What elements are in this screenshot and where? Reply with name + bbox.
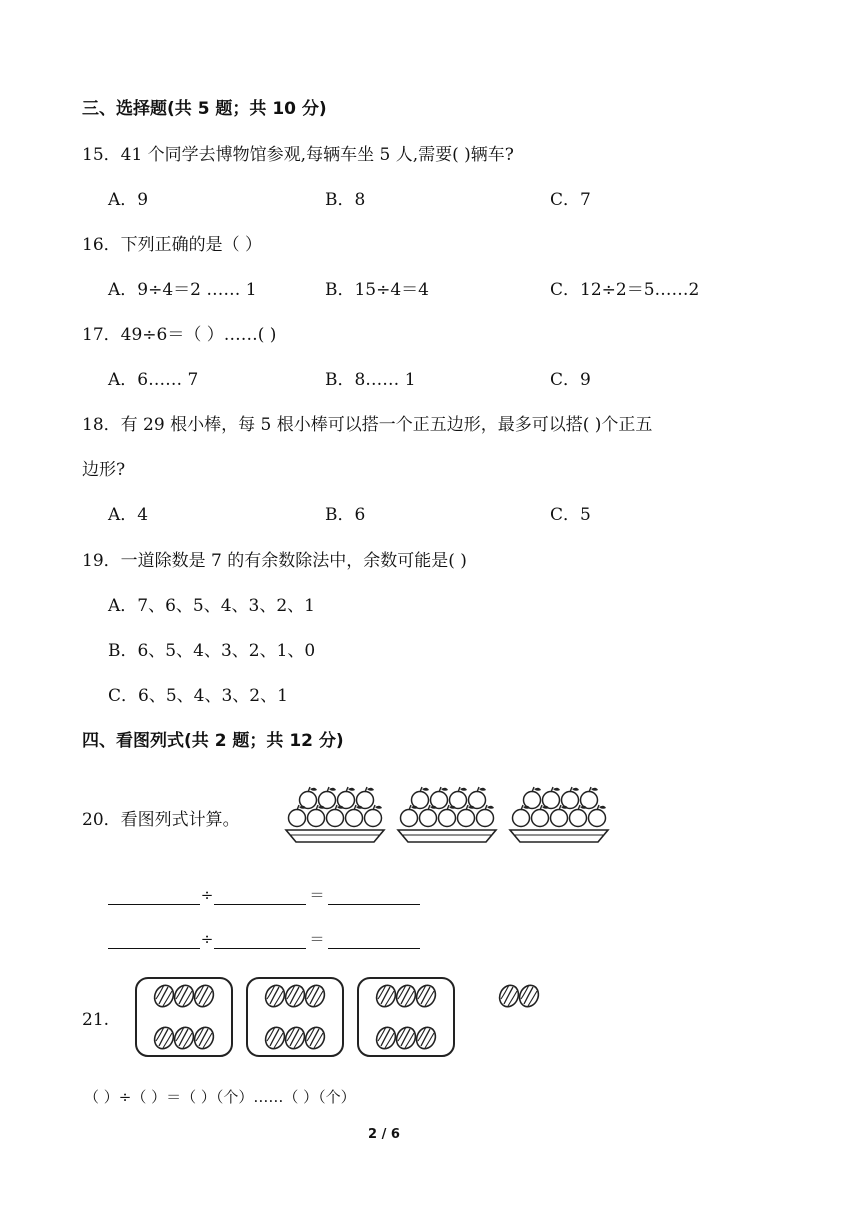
- q16-option-a: A．9÷4＝2 …… 1: [108, 280, 257, 300]
- q17-option-b: B．8…… 1: [325, 370, 416, 390]
- answer-blank[interactable]: [108, 930, 200, 949]
- apple: [524, 787, 542, 809]
- watermelon: [496, 982, 522, 1010]
- q18-option-a: A．4: [108, 505, 149, 525]
- apple-plates-svg: [280, 778, 620, 858]
- q20-equation-1: [108, 884, 420, 905]
- watermelon-group-box: [358, 978, 454, 1056]
- question-16: 16．下列正确的是（ ）: [82, 235, 263, 255]
- q15-option-c: C．7: [550, 190, 591, 210]
- watermelon: [516, 982, 542, 1010]
- question-18-line-1: 18．有 29 根小棒，每 5 根小棒可以搭一个正五边形，最多可以搭( )个正五: [82, 415, 653, 435]
- leftover-watermelons: [496, 982, 542, 1010]
- watermelon-group-box: [247, 978, 343, 1056]
- apple: [338, 787, 356, 809]
- q18-option-b: B．6: [325, 505, 366, 525]
- apple: [401, 805, 419, 827]
- question-21: 21.: [82, 1010, 110, 1030]
- apple: [543, 787, 561, 809]
- apple: [581, 787, 599, 809]
- q17-option-a: A．6…… 7: [108, 370, 199, 390]
- apple: [469, 787, 487, 809]
- apple: [450, 787, 468, 809]
- question-15: 15．41 个同学去博物馆参观,每辆车坐 5 人,需要( )辆车?: [82, 145, 514, 165]
- apple: [412, 787, 430, 809]
- answer-blank[interactable]: [214, 886, 306, 905]
- equals-sign: ＝: [309, 930, 325, 948]
- equals-sign: ＝: [309, 886, 325, 904]
- q21-answer-line: （ ）÷（ ）＝（ ）（个）……（ ）（个）: [84, 1088, 356, 1106]
- apple-plate: [286, 787, 384, 842]
- apple: [513, 805, 531, 827]
- q19-option-a: A．7、6、5、4、3、2、1: [108, 596, 315, 616]
- apple: [300, 787, 318, 809]
- apple: [319, 787, 337, 809]
- apple-plate: [398, 787, 496, 842]
- question-20: 20．看图列式计算。: [82, 810, 240, 830]
- answer-blank[interactable]: [328, 930, 420, 949]
- question-19: 19．一道除数是 7 的有余数除法中，余数可能是( ): [82, 551, 467, 571]
- apple: [289, 805, 307, 827]
- answer-blank[interactable]: [328, 886, 420, 905]
- apple: [357, 787, 375, 809]
- q17-option-c: C．9: [550, 370, 591, 390]
- divide-sign: ÷: [200, 930, 214, 948]
- apple: [431, 787, 449, 809]
- q18-option-c: C．5: [550, 505, 591, 525]
- page-number: 2 / 6: [368, 1127, 400, 1142]
- q20-equation-2: [108, 928, 420, 949]
- question-17: 17．49÷6＝（ ）……( ): [82, 325, 277, 345]
- watermelon-group-box: [136, 978, 232, 1056]
- question-18-line-2: 边形?: [82, 460, 126, 480]
- q16-option-c: C．12÷2＝5……2: [550, 280, 700, 300]
- q15-option-a: A．9: [108, 190, 149, 210]
- apple-plate: [510, 787, 608, 842]
- answer-blank[interactable]: [108, 886, 200, 905]
- q19-option-b: B．6、5、4、3、2、1、0: [108, 641, 316, 661]
- q15-option-b: B．8: [325, 190, 366, 210]
- q16-option-b: B．15÷4＝4: [325, 280, 430, 300]
- apple: [562, 787, 580, 809]
- answer-blank[interactable]: [214, 930, 306, 949]
- section-3-heading: 三、选择题(共 5 题；共 10 分): [82, 99, 327, 119]
- watermelon-groups-svg: [134, 974, 554, 1064]
- section-4-heading: 四、看图列式(共 2 题；共 12 分): [82, 731, 344, 751]
- divide-sign: ÷: [200, 886, 214, 904]
- q19-option-c: C．6、5、4、3、2、1: [108, 686, 288, 706]
